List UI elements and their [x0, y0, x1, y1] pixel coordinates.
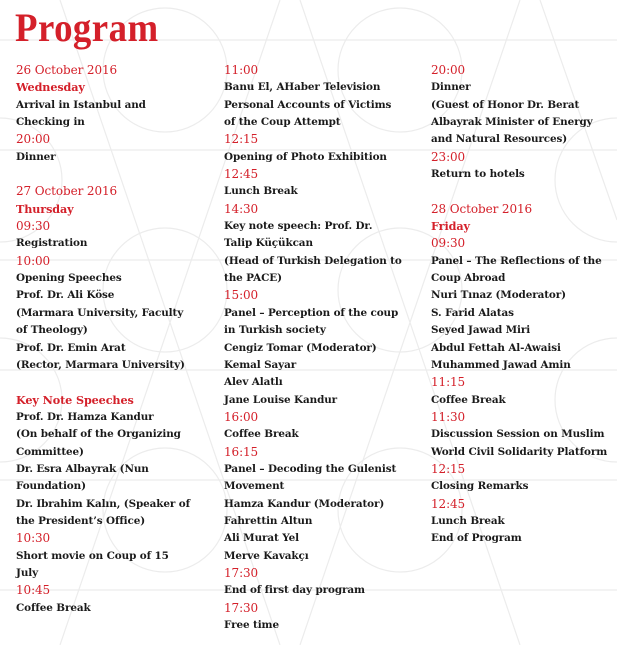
- program-item-text: Key note speech: Prof. Dr.: [224, 220, 373, 233]
- program-item-text: the President’s Office): [16, 514, 146, 527]
- program-item-text: World Civil Solidarity Platform: [431, 445, 608, 458]
- program-item-text: Registration: [16, 237, 88, 250]
- program-item-text: (Guest of Honor Dr. Berat: [431, 98, 580, 111]
- program-heading: 12:45: [431, 496, 466, 511]
- program-item-text: Opening Speeches: [16, 272, 122, 285]
- program-item-text: Dr. Esra Albayrak (Nun: [16, 462, 149, 475]
- program-heading: 28 October 2016: [431, 201, 533, 216]
- program-item-text: of the Coup Attempt: [224, 116, 341, 129]
- program-heading: 15:00: [224, 288, 259, 303]
- program-heading: 11:00: [224, 63, 259, 77]
- program-heading: 20:00: [431, 63, 466, 77]
- program-heading: 14:30: [224, 201, 259, 216]
- program-item-text: July: [16, 566, 39, 579]
- program-heading: 27 October 2016: [16, 184, 118, 199]
- program-item-text: Panel – Perception of the coup: [224, 306, 399, 319]
- program-item-text: Dinner: [431, 81, 471, 94]
- program-item-text: Seyed Jawad Miri: [431, 324, 531, 337]
- program-heading: 12:45: [224, 167, 259, 182]
- program-item-text: Checking in: [16, 116, 85, 129]
- program-item-text: Abdul Fettah Al-Awaisi: [431, 341, 561, 354]
- program-item-text: and Natural Resources): [431, 133, 568, 146]
- program-heading: 09:30: [431, 236, 466, 251]
- program-heading: 11:15: [431, 375, 466, 390]
- program-item-text: Hamza Kandur (Moderator): [224, 497, 385, 510]
- program-heading: 10:00: [16, 253, 51, 268]
- program-item-text: Return to hotels: [431, 168, 525, 181]
- program-heading: 11:30: [431, 409, 466, 424]
- program-column-2: [224, 62, 402, 634]
- program-item-text: Prof. Dr. Emin Arat: [16, 341, 126, 354]
- program-item-text: in Turkish society: [224, 324, 326, 337]
- program-item-text: Coffee Break: [16, 601, 91, 614]
- program-heading: Key Note Speeches: [16, 392, 134, 407]
- program-item-text: Opening of Photo Exhibition: [224, 150, 387, 163]
- program-heading: 17:30: [224, 600, 259, 615]
- program-item-text: Banu El, AHaber Television: [224, 81, 381, 94]
- program-item-text: Coffee Break: [224, 428, 299, 441]
- spacer: [16, 374, 190, 391]
- program-item-text: Foundation): [16, 480, 86, 493]
- program-heading: Thursday: [16, 201, 74, 216]
- program-item-text: Free time: [224, 619, 279, 631]
- spacer: [431, 183, 607, 200]
- program-item-text: Muhammed Jawad Amin: [431, 358, 571, 371]
- program-item-text: Fahrettin Altun: [224, 514, 313, 527]
- program-item-text: Alev Alatlı: [224, 376, 283, 389]
- program-item-text: Movement: [224, 480, 285, 493]
- program-heading: 12:15: [431, 461, 466, 476]
- spacer: [16, 166, 190, 183]
- program-item-text: Closing Remarks: [431, 480, 529, 493]
- program-heading: 16:15: [224, 444, 259, 459]
- program-heading: 20:00: [16, 132, 51, 147]
- program-item-text: of Theology): [16, 324, 88, 337]
- program-item-text: Panel – The Reflections of the: [431, 254, 602, 267]
- program-heading: 10:30: [16, 531, 51, 546]
- program-item-text: Coup Abroad: [431, 272, 506, 285]
- program-item-text: (Marmara University, Faculty: [16, 306, 184, 319]
- program-heading: 26 October 2016: [16, 63, 118, 77]
- program-item-text: End of Program: [431, 532, 522, 545]
- page-title: Program: [15, 5, 159, 50]
- program-item-text: Personal Accounts of Victims: [224, 98, 392, 111]
- program-item-text: Short movie on Coup of 15: [16, 549, 169, 562]
- program-item-text: Talip Küçükcan: [224, 237, 313, 250]
- program-item-text: Dr. Ibrahim Kalın, (Speaker of: [16, 497, 190, 510]
- program-item-text: Cengiz Tomar (Moderator): [224, 341, 377, 354]
- program-heading: 10:45: [16, 583, 51, 598]
- program-item-text: Panel – Decoding the Gulenist: [224, 462, 397, 475]
- program-item-text: Discussion Session on Muslim: [431, 428, 605, 441]
- program-item-text: (Rector, Marmara University): [16, 358, 185, 371]
- program-item-text: Nuri Tınaz (Moderator): [431, 289, 566, 302]
- program-item-text: Lunch Break: [224, 185, 298, 198]
- program-heading: 23:00: [431, 149, 466, 164]
- program-item-text: Coffee Break: [431, 393, 506, 406]
- program-column-3: [431, 62, 607, 548]
- program-item-text: the PACE): [224, 272, 282, 285]
- program-item-text: Dinner: [16, 150, 56, 163]
- program-item-text: Merve Kavakçı: [224, 549, 309, 562]
- program-heading: 12:15: [224, 132, 259, 147]
- program-item-text: Prof. Dr. Hamza Kandur: [16, 410, 154, 423]
- program-item-text: Kemal Sayar: [224, 358, 297, 371]
- program-item-text: End of first day program: [224, 584, 365, 597]
- program-item-text: (Head of Turkish Delegation to: [224, 254, 402, 267]
- program-item-text: (On behalf of the Organizing: [16, 428, 181, 441]
- program-column-1: [16, 62, 190, 617]
- program-heading: 17:30: [224, 565, 259, 580]
- program-heading: Friday: [431, 219, 470, 234]
- program-item-text: Committee): [16, 445, 84, 458]
- program-item-text: Prof. Dr. Ali Köse: [16, 289, 115, 302]
- program-item-text: Ali Murat Yel: [224, 532, 300, 545]
- program-item-text: Arrival in Istanbul and: [16, 98, 146, 111]
- program-item-text: Jane Louise Kandur: [224, 393, 338, 406]
- program-item-text: Albayrak Minister of Energy: [431, 116, 593, 129]
- program-item-text: S. Farid Alatas: [431, 306, 514, 319]
- program-heading: Wednesday: [16, 80, 85, 95]
- program-heading: 16:00: [224, 409, 259, 424]
- program-heading: 09:30: [16, 219, 51, 234]
- program-item-text: Lunch Break: [431, 514, 505, 527]
